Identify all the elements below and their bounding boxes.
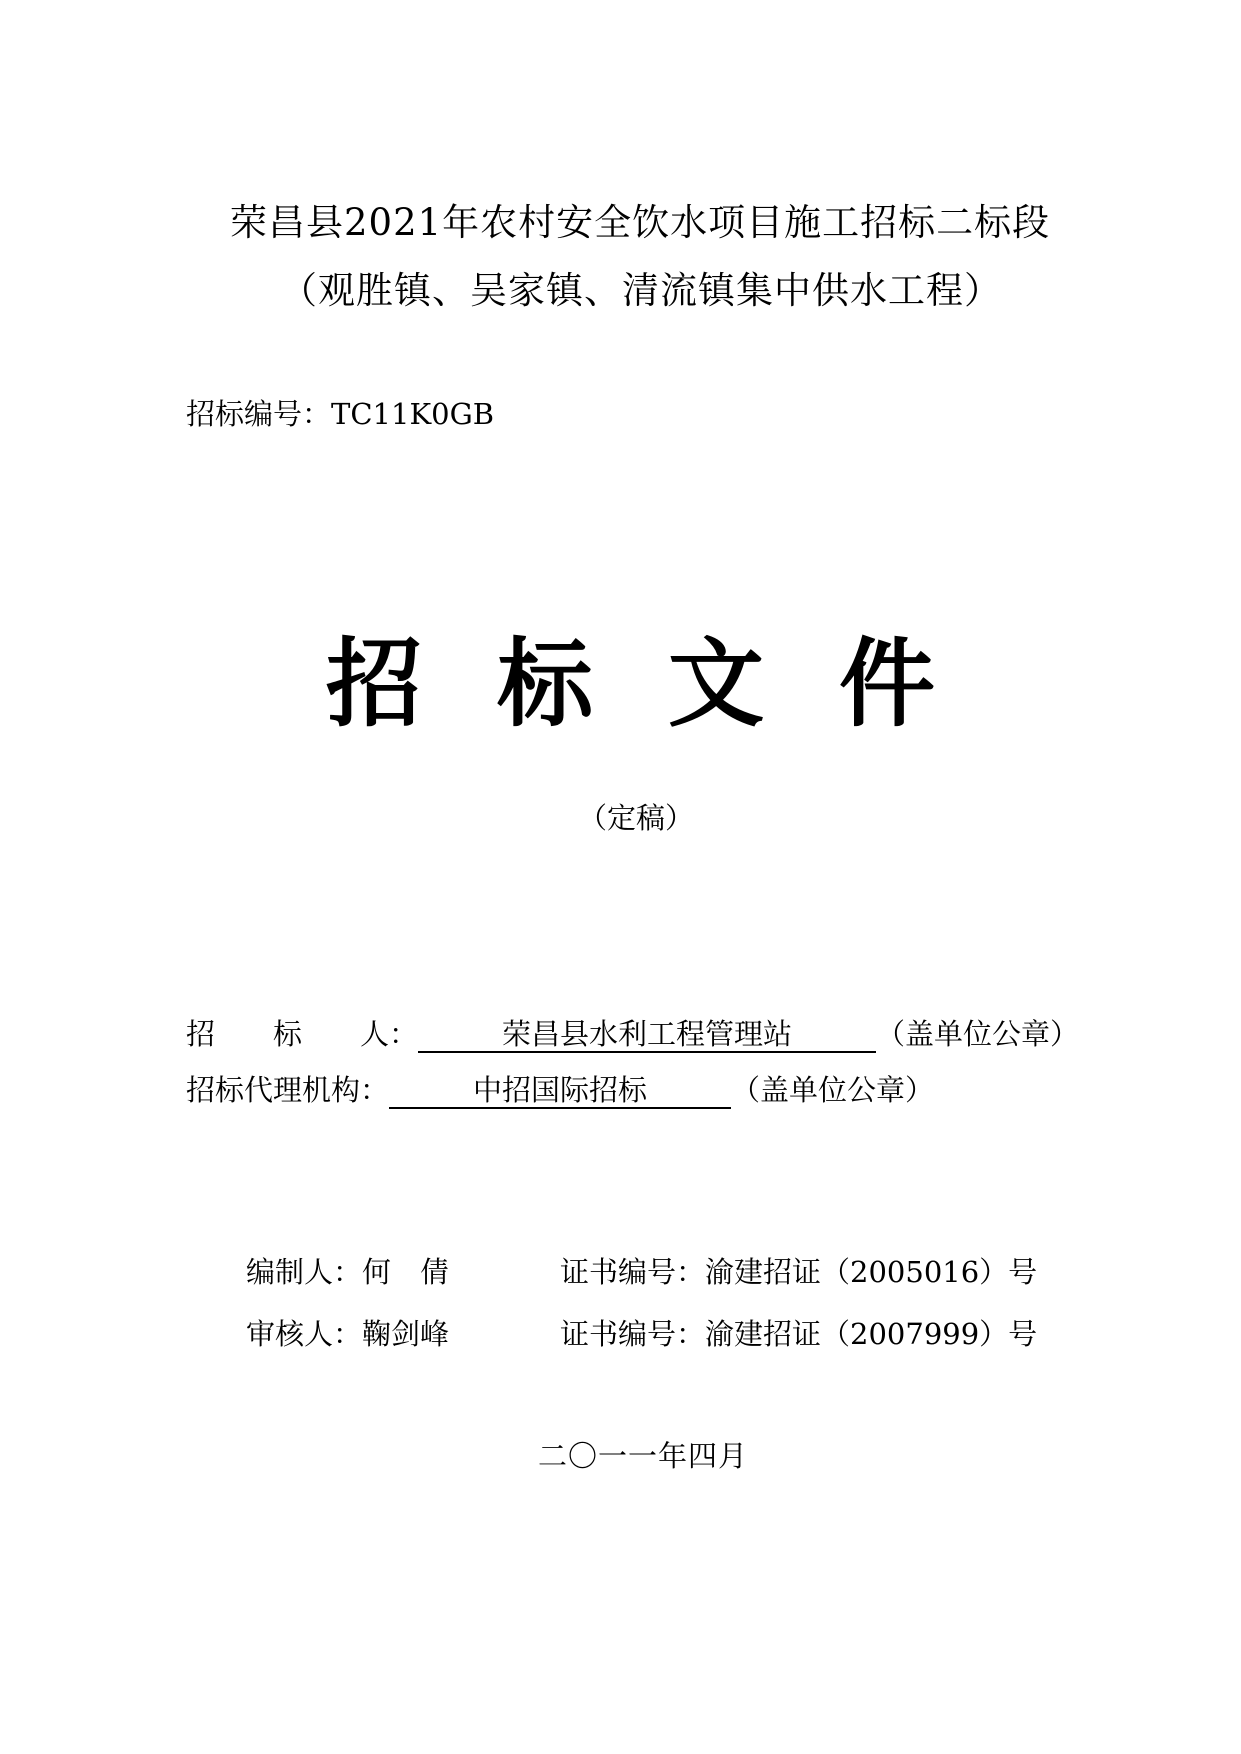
bid-code-label: 招标编号： [186,397,332,431]
preparer-cert [560,1250,1037,1291]
tenderer-value: 荣昌县水利工程管理站 [418,1018,876,1053]
draft-status: （定稿） [578,801,695,835]
preparer-cert-value: 渝建招证（2005016）号 [705,1255,1038,1289]
agency-value: 中招国际招标 [389,1074,731,1109]
tenderer-row [186,1012,1079,1053]
preparer-row [246,1250,449,1291]
reviewer-row [246,1312,449,1353]
main-title [326,608,1010,745]
preparer-label: 编制人： [246,1255,363,1289]
main-title-char: 文 [668,628,764,740]
preparer-cert-label: 证书编号： [560,1255,706,1289]
reviewer-cert [560,1312,1037,1353]
document-title-line2: （观胜镇、吴家镇、清流镇集中供水工程） [280,269,1002,312]
reviewer-name: 鞠剑峰 [362,1317,450,1351]
tenderer-label: 招 标 人： [186,1017,419,1051]
main-title-char: 招 [326,628,422,740]
agency-label: 招标代理机构： [186,1073,390,1107]
reviewer-cert-value: 渝建招证（2007999）号 [705,1317,1038,1351]
preparer-name: 何 倩 [362,1255,450,1289]
reviewer-cert-label: 证书编号： [560,1317,706,1351]
tenderer-seal-note: （盖单位公章） [876,1017,1080,1051]
agency-row [186,1068,934,1109]
main-title-char: 标 [497,628,593,740]
agency-seal-note: （盖单位公章） [731,1073,935,1107]
document-title-line1: 荣昌县2021年农村安全饮水项目施工招标二标段 [230,201,1051,244]
bid-code-value: TC11K0GB [331,397,495,431]
document-date: 二〇一一年四月 [538,1439,749,1473]
main-title-char: 件 [839,628,935,740]
reviewer-label: 审核人： [246,1317,363,1351]
bid-code [186,392,494,433]
